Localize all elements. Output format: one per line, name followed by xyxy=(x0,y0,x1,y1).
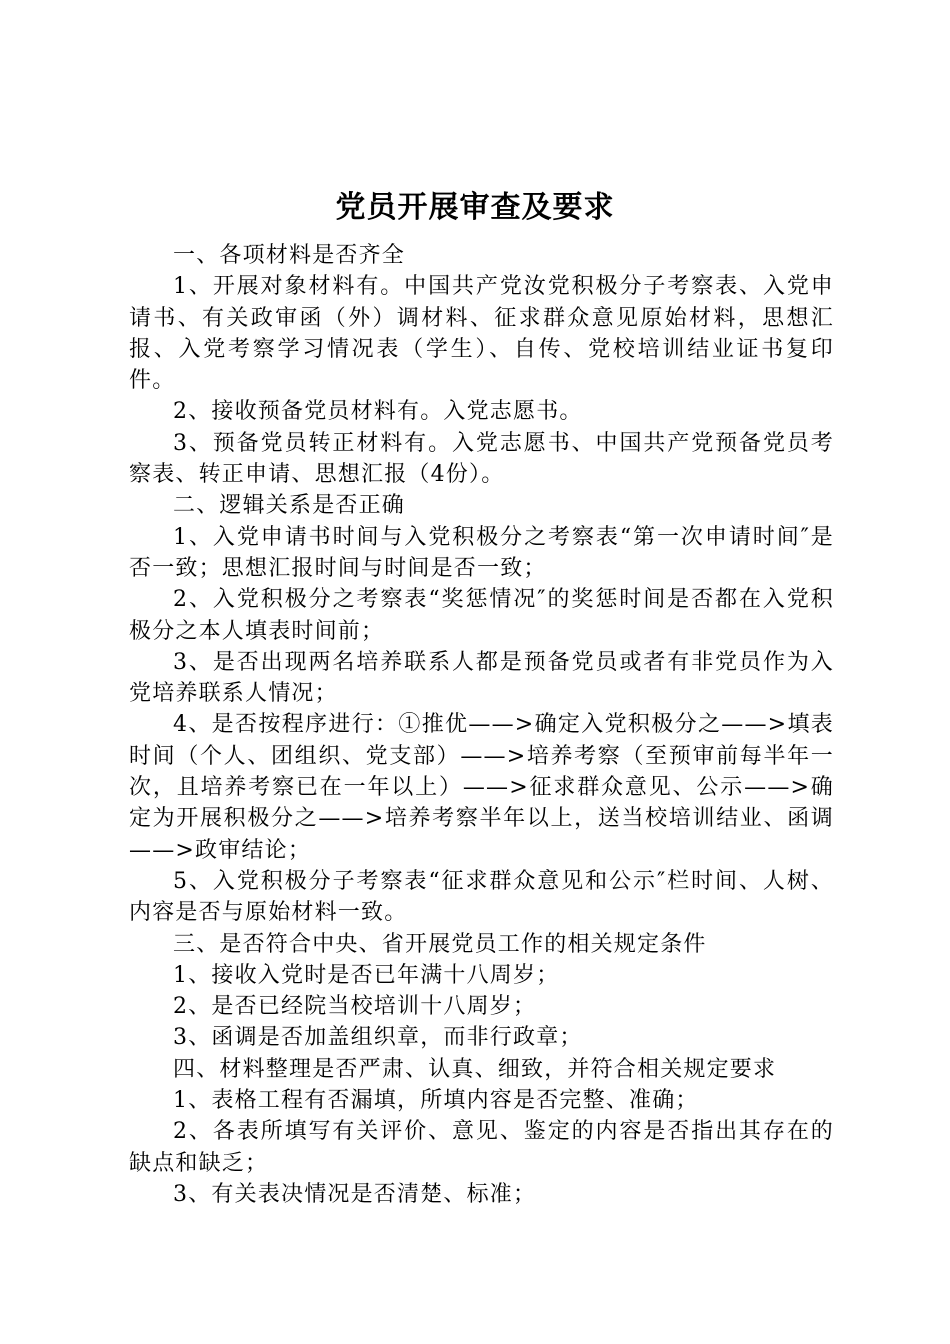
section-heading: 二、逻辑关系是否正确 xyxy=(173,493,406,519)
paragraph: 1、表格工程有否漏填，所填内容是否完整、准确； xyxy=(173,1088,699,1114)
paragraph: 2、各表所填写有关评价、意见、鉴定的内容是否指出其存在的缺点和缺乏； xyxy=(129,1119,834,1176)
paragraph: 3、有关表决情况是否清楚、标准； xyxy=(173,1181,537,1207)
paragraph: 3、是否出现两名培养联系人都是预备党员或者有非党员作为入党培养联系人情况； xyxy=(129,649,834,707)
paragraph: 1、开展对象材料有。中国共产党汝党积极分子考察表、入党申请书、有关政审函（外）调材料、征求群众意见原始材料，思想汇报、入党考察学习情况表（学生）、自传、党校培训结业证书复印件。 xyxy=(129,274,834,394)
paragraph: 3、函调是否加盖组织章，而非行政章； xyxy=(173,1025,583,1051)
paragraph: 1、入党申请书时间与入党积极分之考察表“第一次申请时间″是否一致；思想汇报时间与时间是否一致； xyxy=(129,524,834,581)
section-heading: 三、是否符合中央、省开展党员工作的相关规定条件 xyxy=(173,931,707,957)
section-heading: 四、材料整理是否严肃、认真、细致，并符合相关规定要求 xyxy=(173,1056,777,1082)
paragraph: 2、是否已经院当校培训十八周岁； xyxy=(173,994,537,1020)
paragraph: 4、是否按程序进行：①推优——>确定入党积极分之——>填表时间（个人、团组织、党支部）——>培养考察（至预审前每半年一次，且培养考察已在一年以上）——>征求群众意见、公示——>确定为开展积极分之——>培养考察半年以上，送当校培训结业、函调——>政审结论； xyxy=(129,712,834,863)
paragraph: 5、入党积极分子考察表“征求群众意见和公示″栏时间、人树、内容是否与原始材料一致。 xyxy=(129,868,834,926)
paragraph: 3、预备党员转正材料有。入党志愿书、中国共产党预备党员考察表、转正申请、思想汇报（4份）。 xyxy=(129,430,834,488)
paragraph: 2、入党积极分之考察表“奖惩情况″的奖惩时间是否都在入党积极分之本人填表时间前； xyxy=(129,587,834,644)
document-body xyxy=(129,240,834,1210)
paragraph: 1、接收入党时是否已年满十八周岁； xyxy=(173,962,560,988)
section-heading: 一、各项材料是否齐全 xyxy=(173,243,406,268)
page-title: 党员开展审查及要求 xyxy=(335,190,615,225)
paragraph: 2、接收预备党员材料有。入党志愿书。 xyxy=(173,399,583,425)
